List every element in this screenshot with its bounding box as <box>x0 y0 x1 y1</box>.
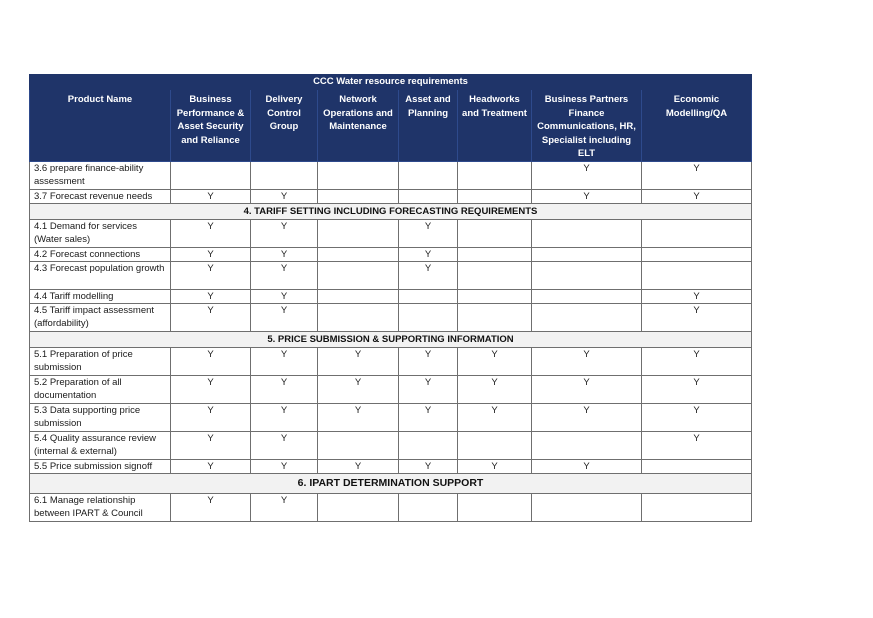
section-header-row <box>30 332 752 348</box>
requirement-cell: Y <box>251 220 318 248</box>
section-header-row <box>30 204 752 220</box>
table-row <box>30 460 752 474</box>
requirement-cell: Y <box>251 494 318 522</box>
requirement-cell: Y <box>642 162 752 190</box>
requirement-cell <box>642 262 752 290</box>
requirement-cell <box>642 460 752 474</box>
requirement-cell: Y <box>642 404 752 432</box>
requirement-cell: Y <box>642 290 752 304</box>
product-name-cell: 5.2 Preparation of all documentation <box>30 376 171 404</box>
table-row <box>30 262 752 290</box>
requirement-cell <box>318 432 399 460</box>
requirement-cell <box>171 162 251 190</box>
requirement-cell: Y <box>251 248 318 262</box>
requirement-cell <box>318 248 399 262</box>
col-header-business-performance: Business Performance & Asset Security and Reliance <box>171 90 251 162</box>
product-name-cell: 4.1 Demand for services (Water sales) <box>30 220 171 248</box>
requirement-cell <box>458 190 532 204</box>
requirement-cell: Y <box>458 460 532 474</box>
table-row <box>30 404 752 432</box>
requirement-cell <box>458 248 532 262</box>
requirement-cell: Y <box>399 248 458 262</box>
requirement-cell <box>458 494 532 522</box>
product-name-cell: 3.7 Forecast revenue needs <box>30 190 171 204</box>
section-title: 6. IPART DETERMINATION SUPPORT <box>30 474 752 494</box>
requirement-cell: Y <box>251 304 318 332</box>
requirement-cell <box>399 494 458 522</box>
requirement-cell: Y <box>532 348 642 376</box>
requirement-cell: Y <box>318 376 399 404</box>
requirement-cell: Y <box>642 348 752 376</box>
col-header-network-operations: Network Operations and Maintenance <box>318 90 399 162</box>
requirement-cell: Y <box>171 348 251 376</box>
table-title-row <box>30 75 752 90</box>
col-header-delivery-control: Delivery Control Group <box>251 90 318 162</box>
table-title: CCC Water resource requirements <box>30 75 752 90</box>
requirement-cell <box>318 290 399 304</box>
requirement-cell: Y <box>458 376 532 404</box>
requirement-cell: Y <box>458 404 532 432</box>
product-name-cell: 4.5 Tariff impact assessment (affordability) <box>30 304 171 332</box>
col-header-asset-planning: Asset and Planning <box>399 90 458 162</box>
product-name-cell: 4.2 Forecast connections <box>30 248 171 262</box>
requirement-cell: Y <box>171 248 251 262</box>
requirement-cell <box>532 304 642 332</box>
requirement-cell <box>532 262 642 290</box>
requirement-cell <box>251 162 318 190</box>
requirement-cell: Y <box>399 376 458 404</box>
requirement-cell <box>318 220 399 248</box>
requirement-cell: Y <box>251 404 318 432</box>
table-row <box>30 494 752 522</box>
requirement-cell: Y <box>251 262 318 290</box>
requirement-cell: Y <box>171 404 251 432</box>
col-header-product-name: Product Name <box>30 90 171 162</box>
requirement-cell: Y <box>318 348 399 376</box>
requirement-cell: Y <box>171 376 251 404</box>
requirement-cell: Y <box>171 220 251 248</box>
requirement-cell: Y <box>318 404 399 432</box>
requirement-cell: Y <box>399 460 458 474</box>
requirement-cell: Y <box>171 262 251 290</box>
requirement-cell: Y <box>171 432 251 460</box>
table-row <box>30 432 752 460</box>
requirement-cell <box>458 304 532 332</box>
requirement-cell: Y <box>458 348 532 376</box>
table-row <box>30 304 752 332</box>
column-header-row <box>30 90 752 162</box>
requirement-cell: Y <box>532 404 642 432</box>
requirement-cell: Y <box>399 262 458 290</box>
requirement-cell: Y <box>399 348 458 376</box>
table-row <box>30 248 752 262</box>
requirement-cell <box>458 432 532 460</box>
requirement-cell <box>318 162 399 190</box>
requirement-cell <box>399 290 458 304</box>
section-title: 4. TARIFF SETTING INCLUDING FORECASTING REQUIREMENTS <box>30 204 752 220</box>
requirement-cell <box>399 162 458 190</box>
requirement-cell <box>532 494 642 522</box>
requirement-cell <box>399 304 458 332</box>
col-header-headworks: Headworks and Treatment <box>458 90 532 162</box>
requirement-cell: Y <box>318 460 399 474</box>
table-row <box>30 162 752 190</box>
product-name-cell: 5.5 Price submission signoff <box>30 460 171 474</box>
requirement-cell <box>458 290 532 304</box>
requirement-cell <box>532 290 642 304</box>
requirement-cell <box>532 432 642 460</box>
requirement-cell <box>318 494 399 522</box>
requirement-cell <box>399 432 458 460</box>
requirement-cell: Y <box>251 348 318 376</box>
table-body <box>30 162 752 522</box>
table-row <box>30 290 752 304</box>
requirement-cell: Y <box>251 376 318 404</box>
requirement-cell: Y <box>399 404 458 432</box>
requirement-cell: Y <box>532 162 642 190</box>
requirement-cell: Y <box>532 190 642 204</box>
requirement-cell: Y <box>399 220 458 248</box>
requirement-cell <box>318 262 399 290</box>
requirement-cell <box>532 248 642 262</box>
requirements-table <box>29 74 752 522</box>
requirement-cell: Y <box>532 376 642 404</box>
requirement-cell: Y <box>642 432 752 460</box>
requirement-cell: Y <box>532 460 642 474</box>
product-name-cell: 4.4 Tariff modelling <box>30 290 171 304</box>
requirement-cell <box>399 190 458 204</box>
product-name-cell: 5.1 Preparation of price submission <box>30 348 171 376</box>
col-header-business-partners: Business Partners Finance Communications, HR, Specialist including ELT <box>532 90 642 162</box>
requirement-cell <box>642 248 752 262</box>
requirement-cell <box>642 220 752 248</box>
product-name-cell: 5.3 Data supporting price submission <box>30 404 171 432</box>
table-row <box>30 348 752 376</box>
requirement-cell <box>532 220 642 248</box>
requirement-cell: Y <box>171 304 251 332</box>
product-name-cell: 5.4 Quality assurance review (internal & external) <box>30 432 171 460</box>
requirement-cell: Y <box>642 190 752 204</box>
table-row <box>30 190 752 204</box>
table-row <box>30 220 752 248</box>
requirement-cell: Y <box>642 376 752 404</box>
requirement-cell <box>318 190 399 204</box>
requirement-cell: Y <box>171 190 251 204</box>
requirement-cell: Y <box>251 290 318 304</box>
requirement-cell: Y <box>251 432 318 460</box>
section-title: 5. PRICE SUBMISSION & SUPPORTING INFORMATION <box>30 332 752 348</box>
requirement-cell <box>642 494 752 522</box>
product-name-cell: 3.6 prepare finance-ability assessment <box>30 162 171 190</box>
requirement-cell: Y <box>251 460 318 474</box>
requirement-cell: Y <box>171 290 251 304</box>
product-name-cell: 4.3 Forecast population growth <box>30 262 171 290</box>
product-name-cell: 6.1 Manage relationship between IPART & Council <box>30 494 171 522</box>
requirement-cell <box>458 220 532 248</box>
requirement-cell <box>458 262 532 290</box>
requirement-cell: Y <box>171 460 251 474</box>
requirement-cell <box>318 304 399 332</box>
requirement-cell: Y <box>251 190 318 204</box>
table-row <box>30 376 752 404</box>
requirement-cell <box>458 162 532 190</box>
section-header-row <box>30 474 752 494</box>
col-header-economic-modelling: Economic Modelling/QA <box>642 90 752 162</box>
requirement-cell: Y <box>171 494 251 522</box>
requirement-cell: Y <box>642 304 752 332</box>
